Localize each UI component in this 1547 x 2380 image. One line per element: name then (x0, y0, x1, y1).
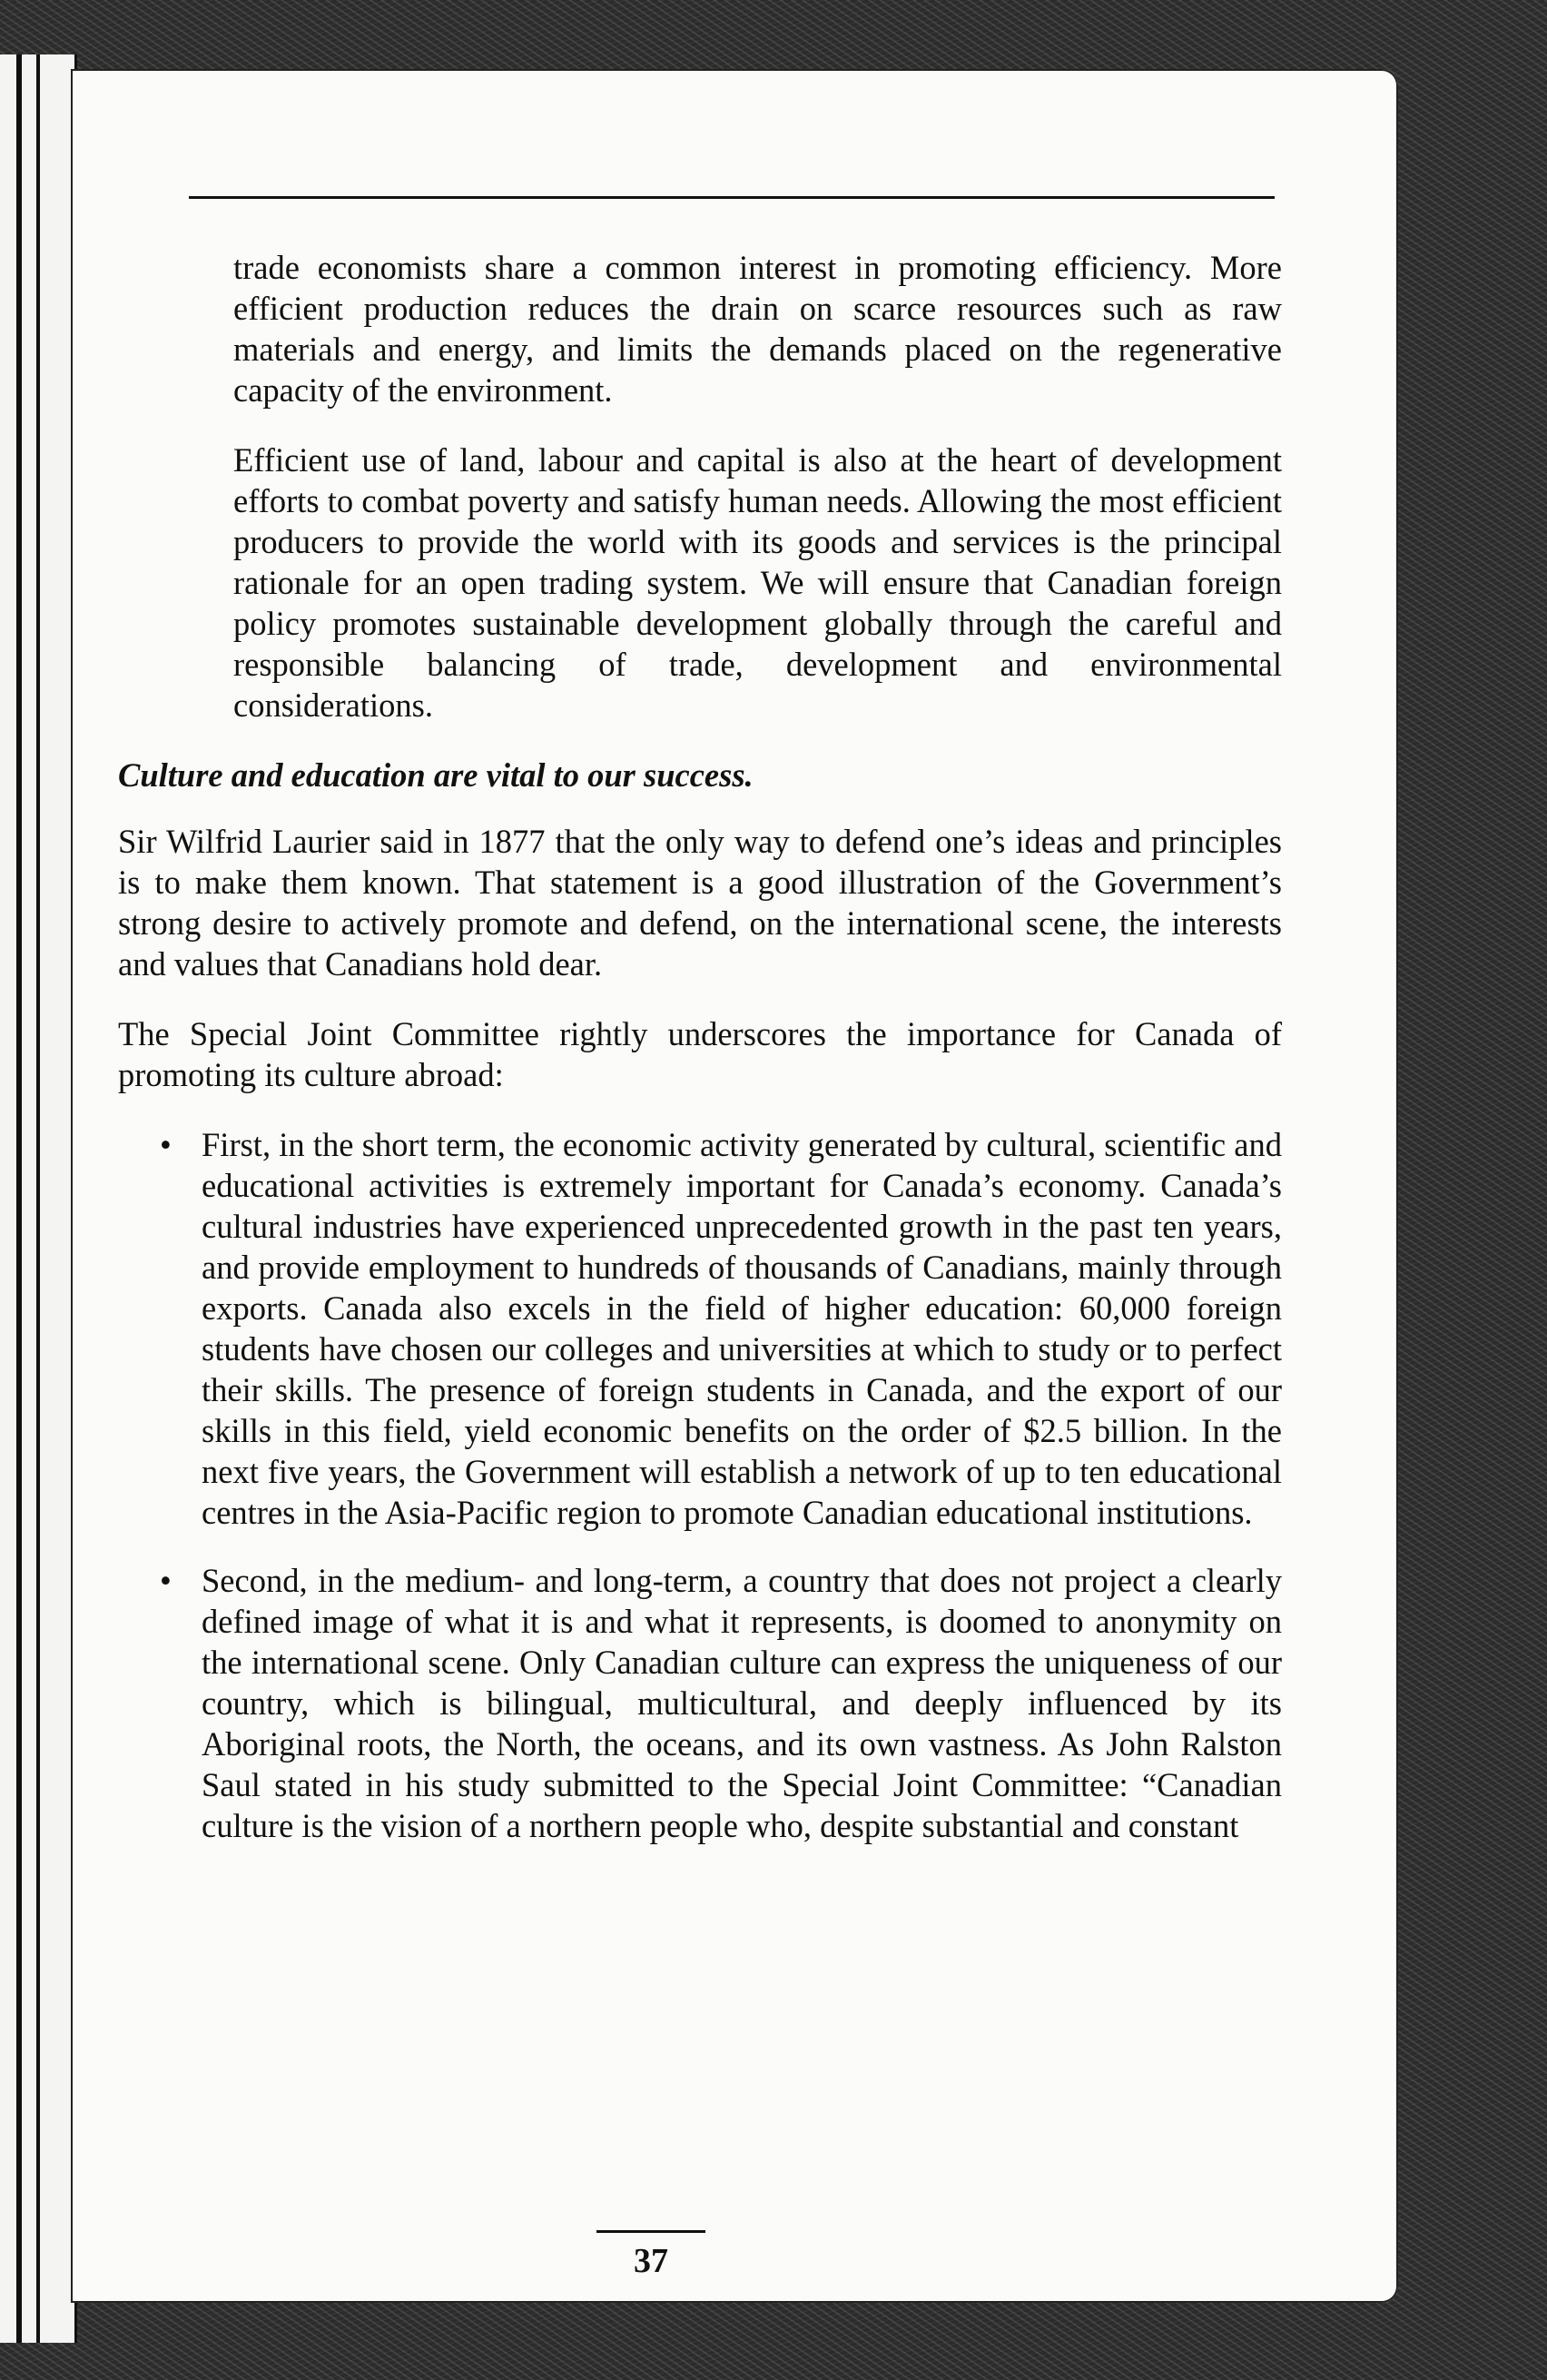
page-content (118, 247, 1282, 1873)
list-item-text: Second, in the medium- and long-term, a country that does not project a clearly defined image of what it is and what it represents, is doomed to anonymity on the international scene. Only Canadian culture can express the uniqueness of our country, which is bilingual, multicultural, and deeply influenced by its Aboriginal roots, the North, the oceans, and its own vastness. As John Ralston Saul stated in his study submitted to the Special Joint Committee: “Canadian culture is the vision of a northern people who, despite substantial and constant (202, 1562, 1282, 1844)
bullet-marker: • (160, 1126, 172, 1163)
page-number: 37 (634, 2242, 668, 2280)
footer-rule (596, 2230, 705, 2233)
list-item (118, 1560, 1282, 1846)
section-heading: Culture and education are vital to our success. (118, 756, 754, 794)
paragraph-efficiency: trade economists share a common interest in promoting efficiency. More efficient production reduces the drain on scarce resources such as raw materials and energy, and limits the demands placed on the regenerative capacity of the environment. (233, 249, 1282, 409)
paragraph-efficient-use: Efficient use of land, labour and capital is also at the heart of development efforts to combat poverty and satisfy human needs. Allowing the most efficient producers to provide the world with its goods and services is the principal rationale for an open trading system. We will ensure that Canadian foreign policy promotes sustainable development globally through the careful and responsible balancing of trade, development and environmental considerations. (233, 441, 1282, 724)
list-item-text: First, in the short term, the economic activity generated by cultural, scientific and educational activities is extremely important for Canada’s economy. Canada’s cultural industries have experienced unprecedented growth in the past ten years, and provide employment to hundreds of thousands of Canadians, mainly through exports. Canada also excels in the field of higher education: 60,000 foreign students have chosen our colleges and universities at which to study or to perfect their skills. The presence of foreign students in Canada, and the export of our skills in this field, yield economic benefits on the order of $2.5 billion. In the next five years, the Government will establish a network of up to ten educational centres in the Asia-Pacific region to promote Canadian educational institutions. (202, 1126, 1282, 1531)
book-binding (0, 54, 77, 2343)
list-item (118, 1124, 1282, 1533)
bullet-list (118, 1124, 1282, 1846)
paragraph-laurier: Sir Wilfrid Laurier said in 1877 that the only way to defend one’s ideas and principles is to make them known. That statement is a good illustration of the Government’s strong desire to actively promote and defend, on the international scene, the interests and values that Canadians hold dear. (118, 823, 1282, 983)
binding-rule (36, 54, 40, 2343)
binding-rule (16, 54, 22, 2343)
paragraph-special-committee: The Special Joint Committee rightly underscores the importance for Canada of promoting its culture abroad: (118, 1015, 1282, 1093)
document-page (71, 69, 1398, 2303)
header-rule (189, 196, 1275, 199)
bullet-marker: • (160, 1562, 172, 1599)
